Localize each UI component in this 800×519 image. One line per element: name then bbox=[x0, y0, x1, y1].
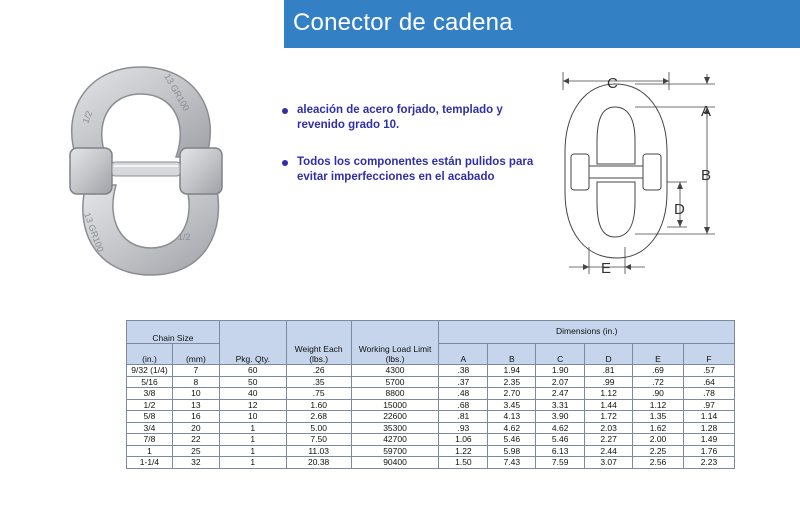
table-cell: 1.06 bbox=[439, 434, 488, 446]
specs-table-body bbox=[127, 365, 735, 469]
table-row bbox=[127, 399, 735, 411]
feature-text: Todos los componentes están pulidos para evitar imperfecciones en el acabado bbox=[297, 156, 534, 183]
stamp-top-left: 1/2 bbox=[80, 109, 95, 125]
specs-table bbox=[126, 320, 735, 469]
table-cell: 2.27 bbox=[585, 434, 633, 446]
table-cell: 1.49 bbox=[683, 434, 734, 446]
table-cell: 2.68 bbox=[286, 411, 351, 423]
table-cell: .38 bbox=[439, 365, 488, 377]
table-row bbox=[127, 411, 735, 423]
table-cell: .68 bbox=[439, 399, 488, 411]
table-cell: 1.50 bbox=[439, 457, 488, 469]
table-cell: .97 bbox=[683, 399, 734, 411]
table-cell: .75 bbox=[286, 388, 351, 400]
table-cell: 1.35 bbox=[633, 411, 684, 423]
feature-item bbox=[282, 103, 552, 133]
table-cell: 42700 bbox=[351, 434, 439, 446]
table-cell: .37 bbox=[439, 376, 488, 388]
header-dim-a: A bbox=[439, 344, 488, 365]
table-cell: 1.90 bbox=[536, 365, 585, 377]
table-cell: 15000 bbox=[351, 399, 439, 411]
header-working-load-limit: Working Load Limit (lbs.) bbox=[351, 321, 439, 365]
table-cell: 5.46 bbox=[488, 434, 536, 446]
table-row bbox=[127, 434, 735, 446]
table-cell: .48 bbox=[439, 388, 488, 400]
dimension-label-d: D bbox=[674, 201, 685, 218]
table-cell: 1.94 bbox=[488, 365, 536, 377]
table-cell: 60 bbox=[219, 365, 286, 377]
table-cell: 2.35 bbox=[488, 376, 536, 388]
table-cell: 59700 bbox=[351, 445, 439, 457]
table-row bbox=[127, 445, 735, 457]
table-cell: 2.70 bbox=[488, 388, 536, 400]
table-cell: .69 bbox=[633, 365, 684, 377]
table-cell: 2.44 bbox=[585, 445, 633, 457]
table-cell: .99 bbox=[585, 376, 633, 388]
table-cell: .93 bbox=[439, 422, 488, 434]
header-pkg-qty: Pkg. Qty. bbox=[219, 321, 286, 365]
table-cell: 22600 bbox=[351, 411, 439, 423]
table-cell: 7 bbox=[172, 365, 219, 377]
table-cell: 2.00 bbox=[633, 434, 684, 446]
table-cell: 1.60 bbox=[286, 399, 351, 411]
table-cell: 4.13 bbox=[488, 411, 536, 423]
table-cell: 35300 bbox=[351, 422, 439, 434]
stamp-bottom-right: 1/2 bbox=[178, 232, 191, 242]
table-cell: 1.62 bbox=[633, 422, 684, 434]
table-cell: 5.46 bbox=[536, 434, 585, 446]
table-cell: 10 bbox=[219, 411, 286, 423]
table-cell: 3/8 bbox=[127, 388, 173, 400]
table-cell: 7.50 bbox=[286, 434, 351, 446]
page-header bbox=[284, 0, 800, 48]
connector-photo bbox=[56, 62, 236, 280]
table-cell: 1 bbox=[219, 434, 286, 446]
table-cell: 3.31 bbox=[536, 399, 585, 411]
bullet-icon bbox=[282, 108, 288, 114]
table-cell: 3.90 bbox=[536, 411, 585, 423]
table-cell: 5.00 bbox=[286, 422, 351, 434]
dimension-label-e: E bbox=[601, 260, 612, 277]
header-dimensions: Dimensions (in.) bbox=[439, 321, 735, 344]
table-cell: 50 bbox=[219, 376, 286, 388]
table-cell: 20.38 bbox=[286, 457, 351, 469]
table-cell: 1/2 bbox=[127, 399, 173, 411]
bullet-icon bbox=[282, 160, 288, 166]
table-cell: 2.56 bbox=[633, 457, 684, 469]
table-cell: 4.62 bbox=[536, 422, 585, 434]
table-cell: 11.03 bbox=[286, 445, 351, 457]
table-cell: 1.14 bbox=[683, 411, 734, 423]
table-cell: 6.13 bbox=[536, 445, 585, 457]
table-cell: 2.07 bbox=[536, 376, 585, 388]
feature-text: aleación de acero forjado, templado y revenido grado 10. bbox=[297, 104, 503, 131]
table-cell: 1.12 bbox=[585, 388, 633, 400]
feature-item bbox=[282, 155, 552, 185]
table-cell: 20 bbox=[172, 422, 219, 434]
header-dim-d: D bbox=[585, 344, 633, 365]
table-cell: 8 bbox=[172, 376, 219, 388]
header-dim-c: C bbox=[536, 344, 585, 365]
table-cell: 13 bbox=[172, 399, 219, 411]
table-cell: 8800 bbox=[351, 388, 439, 400]
table-cell: 2.47 bbox=[536, 388, 585, 400]
table-cell: 1.22 bbox=[439, 445, 488, 457]
table-cell: 2.25 bbox=[633, 445, 684, 457]
table-cell: 7.43 bbox=[488, 457, 536, 469]
feature-list bbox=[282, 103, 552, 207]
table-cell: 1 bbox=[219, 445, 286, 457]
table-cell: 3.45 bbox=[488, 399, 536, 411]
table-cell: 7/8 bbox=[127, 434, 173, 446]
header-dim-b: B bbox=[488, 344, 536, 365]
dimension-label-c: C bbox=[607, 75, 618, 92]
table-cell: .90 bbox=[633, 388, 684, 400]
table-cell: 25 bbox=[172, 445, 219, 457]
table-row bbox=[127, 457, 735, 469]
table-cell: 4.62 bbox=[488, 422, 536, 434]
table-cell: 3.07 bbox=[585, 457, 633, 469]
table-cell: 1 bbox=[219, 422, 286, 434]
table-cell: 5700 bbox=[351, 376, 439, 388]
dimension-diagram bbox=[555, 62, 790, 287]
table-cell: 22 bbox=[172, 434, 219, 446]
dimension-label-a: A bbox=[701, 103, 712, 120]
stamp-bottom-left: 13 GR100 bbox=[82, 211, 106, 254]
table-cell: 40 bbox=[219, 388, 286, 400]
table-cell: 9/32 (1/4) bbox=[127, 365, 173, 377]
table-cell: .81 bbox=[585, 365, 633, 377]
header-chain-size: Chain Size bbox=[127, 321, 220, 344]
table-cell: 90400 bbox=[351, 457, 439, 469]
dimension-label-b: B bbox=[701, 167, 712, 184]
table-row bbox=[127, 365, 735, 377]
table-cell: 10 bbox=[172, 388, 219, 400]
table-cell: 4300 bbox=[351, 365, 439, 377]
table-cell: .78 bbox=[683, 388, 734, 400]
table-cell: 1.72 bbox=[585, 411, 633, 423]
table-cell: .35 bbox=[286, 376, 351, 388]
table-cell: .26 bbox=[286, 365, 351, 377]
table-cell: 1.44 bbox=[585, 399, 633, 411]
table-cell: 3/4 bbox=[127, 422, 173, 434]
table-cell: .57 bbox=[683, 365, 734, 377]
table-cell: 32 bbox=[172, 457, 219, 469]
table-cell: 5.98 bbox=[488, 445, 536, 457]
table-cell: 5/16 bbox=[127, 376, 173, 388]
table-cell: .64 bbox=[683, 376, 734, 388]
table-cell: 1 bbox=[219, 457, 286, 469]
header-weight: Weight Each (lbs.) bbox=[286, 321, 351, 365]
table-row bbox=[127, 376, 735, 388]
table-cell: 1.12 bbox=[633, 399, 684, 411]
table-cell: 16 bbox=[172, 411, 219, 423]
table-cell: 7.59 bbox=[536, 457, 585, 469]
header-dim-f: F bbox=[683, 344, 734, 365]
table-cell: 1 bbox=[127, 445, 173, 457]
header-in: (in.) bbox=[127, 344, 173, 365]
page-title: Conector de cadena bbox=[293, 9, 513, 36]
table-row bbox=[127, 388, 735, 400]
table-cell: 1.76 bbox=[683, 445, 734, 457]
table-cell: 5/8 bbox=[127, 411, 173, 423]
table-cell: .81 bbox=[439, 411, 488, 423]
table-cell: .72 bbox=[633, 376, 684, 388]
stamp-top-right: 13 GR100 bbox=[162, 72, 192, 113]
table-row bbox=[127, 422, 735, 434]
header-dim-e: E bbox=[633, 344, 684, 365]
specs-table-wrapper bbox=[126, 320, 735, 469]
header-mm: (mm) bbox=[172, 344, 219, 365]
table-cell: 1-1/4 bbox=[127, 457, 173, 469]
table-cell: 1.28 bbox=[683, 422, 734, 434]
table-cell: 2.03 bbox=[585, 422, 633, 434]
table-cell: 12 bbox=[219, 399, 286, 411]
table-cell: 2.23 bbox=[683, 457, 734, 469]
